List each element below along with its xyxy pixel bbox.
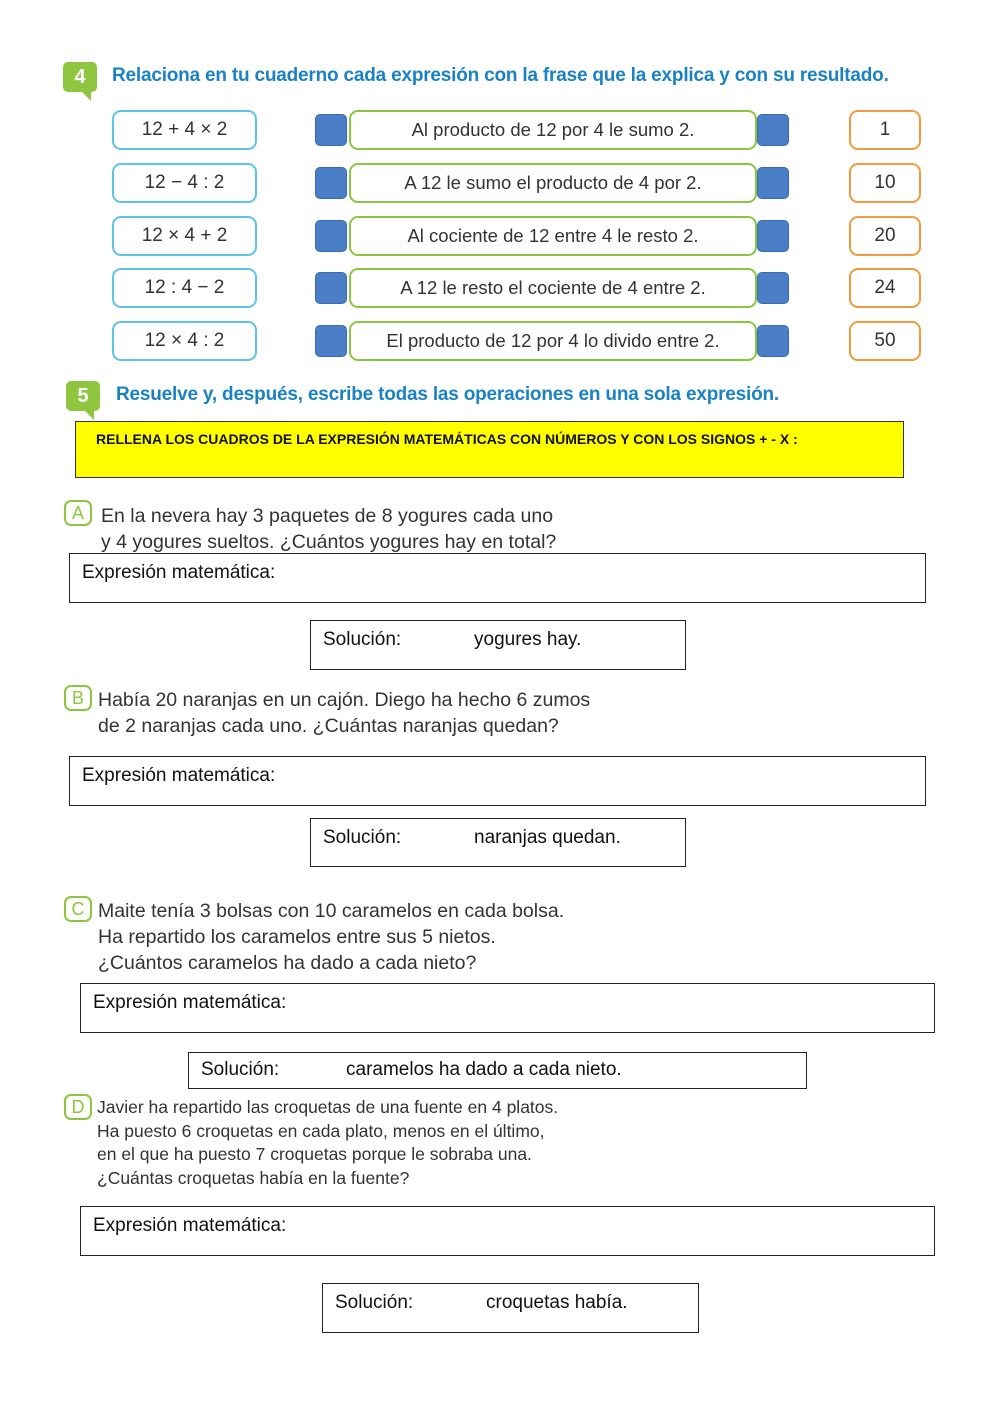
problem-letter-a: A (64, 500, 92, 526)
exercise-5-number-badge (66, 381, 100, 411)
match-square-left[interactable] (315, 220, 347, 252)
phrase-box: El producto de 12 por 4 lo divido entre 2. (349, 321, 757, 361)
match-square-right[interactable] (757, 272, 789, 304)
match-square-left[interactable] (315, 167, 347, 199)
match-square-right[interactable] (757, 114, 789, 146)
result-box: 20 (849, 216, 921, 256)
solution-box-c[interactable] (188, 1052, 807, 1089)
expression-box: 12 × 4 : 2 (112, 321, 257, 361)
problem-letter-d: D (64, 1094, 92, 1120)
exercise-4-number-badge (63, 62, 97, 92)
solution-label: Solución: (323, 827, 402, 848)
exercise-4-number: 4 (74, 65, 86, 88)
problem-d-text: Javier ha repartido las croquetas de una fuente en 4 platos. Ha puesto 6 croquetas en cada plato, menos en el último, en el que ha puesto 7 croquetas porque le sobraba una. ¿Cuántas croquetas había en la fuente? (97, 1097, 559, 1188)
problem-a-text: En la nevera hay 3 paquetes de 8 yogures cada uno y 4 yogures sueltos. ¿Cuántos yogures hay en total? (101, 505, 557, 553)
problem-letter-b: B (64, 685, 92, 711)
phrase-box: Al producto de 12 por 4 le sumo 2. (349, 110, 757, 150)
phrase-box: A 12 le resto el cociente de 4 entre 2. (349, 268, 757, 308)
expression-label: Expresión matemática: (82, 562, 276, 583)
expression-box: 12 × 4 + 2 (112, 216, 257, 256)
expression-label: Expresión matemática: (93, 1215, 287, 1236)
match-square-right[interactable] (757, 220, 789, 252)
solution-box-b[interactable] (310, 818, 686, 867)
result-box: 50 (849, 321, 921, 361)
match-square-right[interactable] (757, 325, 789, 357)
expression-answer-box-b[interactable] (69, 756, 926, 806)
expression-answer-box-d[interactable] (80, 1206, 935, 1256)
match-square-right[interactable] (757, 167, 789, 199)
exercise-5-title: Resuelve y, después, escribe todas las operaciones en una sola expresión. (116, 384, 779, 405)
match-square-left[interactable] (315, 272, 347, 304)
result-box: 24 (849, 268, 921, 308)
expression-box: 12 − 4 : 2 (112, 163, 257, 203)
result-box: 1 (849, 110, 921, 150)
exercise-4-title: Relaciona en tu cuaderno cada expresión con la frase que la explica y con su resultado. (112, 65, 889, 86)
expression-box: 12 + 4 × 2 (112, 110, 257, 150)
match-square-left[interactable] (315, 325, 347, 357)
match-square-left[interactable] (315, 114, 347, 146)
expression-answer-box-a[interactable] (69, 553, 926, 603)
expression-box: 12 : 4 − 2 (112, 268, 257, 308)
problem-b-text: Había 20 naranjas en un cajón. Diego ha hecho 6 zumos de 2 naranjas cada uno. ¿Cuántas naranjas quedan? (98, 689, 591, 737)
exercise-5-number: 5 (77, 384, 89, 407)
solution-tail-text: yogures hay. (474, 629, 582, 650)
solution-tail-text: croquetas había. (486, 1292, 628, 1313)
solution-tail-text: naranjas quedan. (474, 827, 621, 848)
problem-c-text: Maite tenía 3 bolsas con 10 caramelos en cada bolsa. Ha repartido los caramelos entre sus 5 nietos. ¿Cuántos caramelos ha dado a cada nieto? (98, 900, 565, 974)
solution-label: Solución: (335, 1292, 414, 1313)
expression-label: Expresión matemática: (82, 765, 276, 786)
solution-label: Solución: (201, 1059, 280, 1080)
phrase-box: A 12 le sumo el producto de 4 por 2. (349, 163, 757, 203)
problem-letter-c: C (64, 896, 92, 922)
phrase-box: Al cociente de 12 entre 4 le resto 2. (349, 216, 757, 256)
solution-box-a[interactable] (310, 620, 686, 670)
result-box: 10 (849, 163, 921, 203)
expression-answer-box-c[interactable] (80, 983, 935, 1033)
solution-label: Solución: (323, 629, 402, 650)
expression-label: Expresión matemática: (93, 992, 287, 1013)
instruction-banner: RELLENA LOS CUADROS DE LA EXPRESIÓN MATEMÁTICAS CON NÚMEROS Y CON LOS SIGNOS + - X : (75, 421, 904, 478)
solution-tail-text: caramelos ha dado a cada nieto. (346, 1059, 622, 1080)
solution-box-d[interactable] (322, 1283, 699, 1333)
